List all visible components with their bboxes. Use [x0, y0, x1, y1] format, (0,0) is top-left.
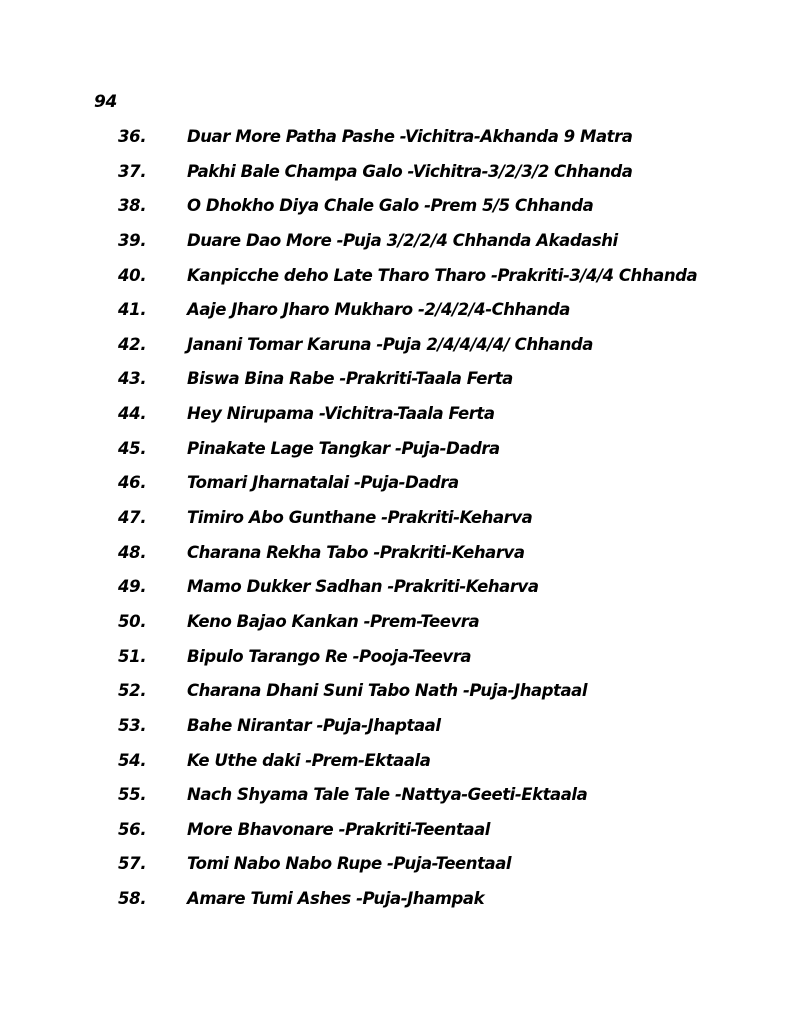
list-item: [0, 298, 791, 333]
song-number: 52.: [118, 681, 147, 701]
song-title: Ke Uthe daki -Prem-Ektaala: [187, 750, 431, 770]
list-item: [0, 783, 791, 818]
song-title: Tomi Nabo Nabo Rupe -Puja-Teentaal: [187, 854, 512, 874]
song-number: 37.: [118, 161, 147, 181]
song-number: 57.: [118, 854, 147, 874]
song-title: Kanpicche deho Late Tharo Tharo -Prakriti-3/4/4 Chhanda: [187, 265, 698, 285]
song-number: 42.: [118, 334, 147, 354]
list-item: [0, 333, 791, 368]
list-item: [0, 367, 791, 402]
page-number: 94: [94, 92, 118, 112]
song-title: Biswa Bina Rabe -Prakriti-Taala Ferta: [187, 369, 513, 389]
song-title: O Dhokho Diya Chale Galo -Prem 5/5 Chhanda: [187, 196, 594, 216]
song-number: 39.: [118, 230, 147, 250]
song-number: 43.: [118, 369, 147, 389]
song-title: Hey Nirupama -Vichitra-Taala Ferta: [187, 404, 495, 424]
song-title: Nach Shyama Tale Tale -Nattya-Geeti-Ektaala: [187, 785, 588, 805]
list-item: [0, 437, 791, 472]
list-item: [0, 645, 791, 680]
list-item: [0, 852, 791, 887]
song-number: 51.: [118, 646, 147, 666]
song-title: Timiro Abo Gunthane -Prakriti-Keharva: [187, 508, 533, 528]
song-number: 36.: [118, 127, 147, 146]
song-title: Mamo Dukker Sadhan -Prakriti-Keharva: [187, 577, 539, 597]
list-item: [0, 125, 791, 160]
song-number: 54.: [118, 750, 147, 770]
song-number: 49.: [118, 577, 147, 597]
song-list: [0, 125, 791, 922]
song-title: Duare Dao More -Puja 3/2/2/4 Chhanda Akadashi: [187, 230, 618, 250]
song-number: 56.: [118, 819, 147, 839]
song-number: 41.: [118, 300, 147, 320]
song-title: Amare Tumi Ashes -Puja-Jhampak: [187, 889, 485, 909]
list-item: [0, 229, 791, 264]
song-number: 44.: [118, 404, 147, 424]
list-item: [0, 402, 791, 437]
song-title: More Bhavonare -Prakriti-Teentaal: [187, 819, 490, 839]
song-number: 48.: [118, 542, 147, 562]
song-number: 46.: [118, 473, 147, 493]
song-number: 38.: [118, 196, 147, 216]
list-item: [0, 264, 791, 299]
song-number: 58.: [118, 889, 147, 909]
song-number: 50.: [118, 611, 147, 631]
list-item: [0, 194, 791, 229]
song-title: Duar More Patha Pashe -Vichitra-Akhanda 9 Matra: [187, 127, 633, 146]
list-item: [0, 714, 791, 749]
song-title: Janani Tomar Karuna -Puja 2/4/4/4/4/ Chhanda: [187, 334, 593, 354]
song-title: Pinakate Lage Tangkar -Puja-Dadra: [187, 438, 500, 458]
list-item: [0, 506, 791, 541]
song-number: 45.: [118, 438, 147, 458]
list-item: [0, 887, 791, 922]
song-title: Charana Rekha Tabo -Prakriti-Keharva: [187, 542, 525, 562]
song-title: Tomari Jharnatalai -Puja-Dadra: [187, 473, 459, 493]
list-item: [0, 541, 791, 576]
list-item: [0, 575, 791, 610]
list-item: [0, 679, 791, 714]
song-number: 47.: [118, 508, 147, 528]
song-title: Bahe Nirantar -Puja-Jhaptaal: [187, 715, 441, 735]
list-item: [0, 749, 791, 784]
song-number: 55.: [118, 785, 147, 805]
song-title: Charana Dhani Suni Tabo Nath -Puja-Jhaptaal: [187, 681, 588, 701]
list-item: [0, 160, 791, 195]
song-number: 53.: [118, 715, 147, 735]
song-title: Aaje Jharo Jharo Mukharo -2/4/2/4-Chhanda: [187, 300, 570, 320]
list-item: [0, 610, 791, 645]
list-item: [0, 471, 791, 506]
song-title: Pakhi Bale Champa Galo -Vichitra-3/2/3/2 Chhanda: [187, 161, 633, 181]
song-number: 40.: [118, 265, 147, 285]
list-item: [0, 818, 791, 853]
song-title: Bipulo Tarango Re -Pooja-Teevra: [187, 646, 472, 666]
song-title: Keno Bajao Kankan -Prem-Teevra: [187, 611, 480, 631]
